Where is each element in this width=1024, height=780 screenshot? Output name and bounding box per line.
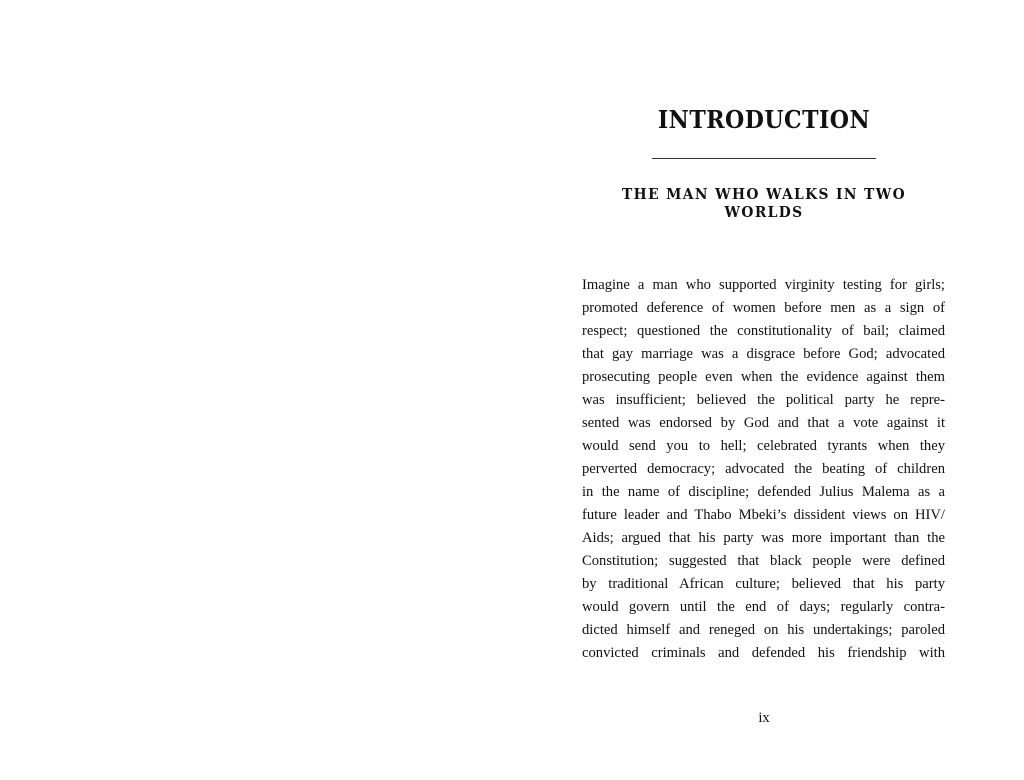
body-line: would govern until the end of days; regularly contra- <box>582 599 945 615</box>
body-line: promoted deference of women before men as a sign of <box>582 300 945 316</box>
body-line: convicted criminals and defended his friendship with <box>582 645 945 661</box>
body-line: Imagine a man who supported virginity testing for girls; <box>582 277 945 293</box>
body-line: by traditional African culture; believed that his party <box>582 576 945 592</box>
body-line: future leader and Thabo Mbeki’s dissident views on HIV/ <box>582 507 945 523</box>
body-line: would send you to hell; celebrated tyrants when they <box>582 438 945 454</box>
body-line: respect; questioned the constitutionality of bail; claimed <box>582 323 945 339</box>
body-line: in the name of discipline; defended Julius Malema as a <box>582 484 945 500</box>
body-line: was insufficient; believed the political party he repre- <box>582 392 945 408</box>
body-line: perverted democracy; advocated the beating of children <box>582 461 945 477</box>
body-line: that gay marriage was a disgrace before God; advocated <box>582 346 945 362</box>
title-divider <box>652 158 876 159</box>
body-line: Constitution; suggested that black people were defined <box>582 553 945 569</box>
body-line: Aids; argued that his party was more important than the <box>582 530 945 546</box>
page-number: ix <box>758 710 770 726</box>
body-line: dicted himself and reneged on his undertakings; paroled <box>582 622 945 638</box>
body-line: prosecuting people even when the evidence against them <box>582 369 945 385</box>
body-line: sented was endorsed by God and that a vote against it <box>582 415 945 431</box>
chapter-title: INTRODUCTION <box>657 105 871 134</box>
right-page <box>512 0 1024 780</box>
chapter-subtitle: THE MAN WHO WALKS IN TWO WORLDS <box>622 185 906 221</box>
body-paragraph <box>582 274 945 665</box>
